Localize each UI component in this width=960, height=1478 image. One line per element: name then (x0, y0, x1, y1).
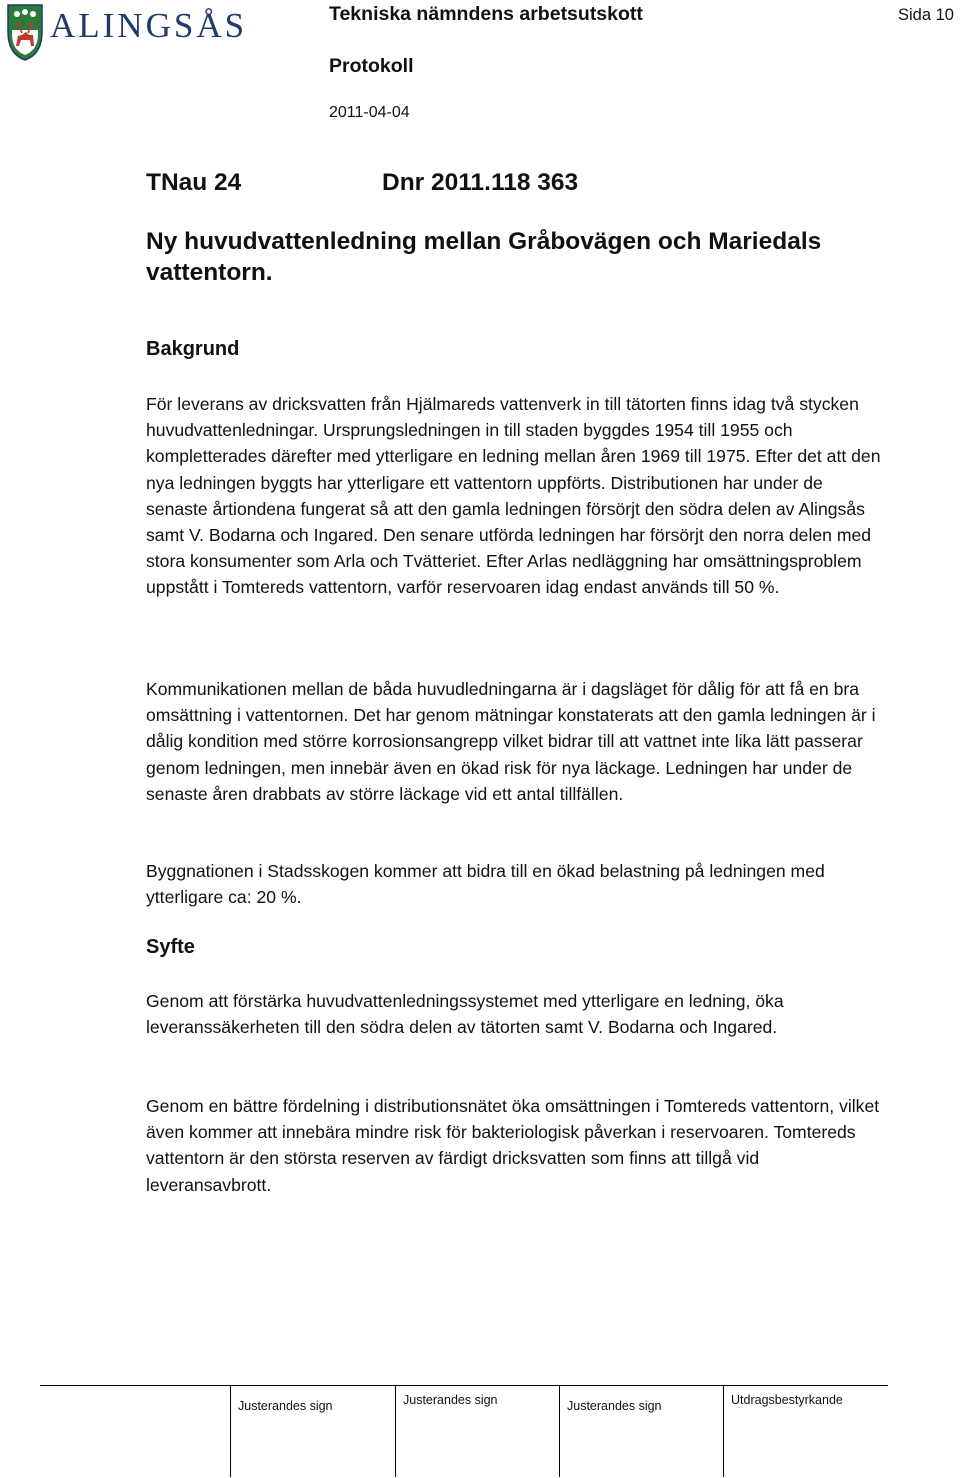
page-number: Sida 10 (898, 6, 954, 24)
signature-box (559, 1385, 724, 1477)
municipality-name: ALINGSÅS (50, 6, 248, 45)
signature-label: Justerandes sign (567, 1399, 662, 1413)
committee-name: Tekniska nämndens arbetsutskott (329, 3, 643, 25)
document-type: Protokoll (329, 55, 414, 77)
case-id: TNau 24 (146, 169, 242, 196)
paragraph: Genom en bättre fördelning i distributionsnätet öka omsättningen i Tomtereds vattentorn, vilket även kommer att innebära mindre risk för bakteriologisk påverkan i reservoaren. Tomtereds vattentorn är den största reserven av färdigt dricksvatten som finns att tillgå vid leveransavbrott. (146, 1096, 880, 1195)
signature-label: Justerandes sign (238, 1399, 333, 1413)
signature-footer (40, 1385, 888, 1478)
section-heading-bakgrund: Bakgrund (146, 338, 240, 360)
coat-of-arms-icon (2, 2, 48, 62)
paragraph: Byggnationen i Stadsskogen kommer att bidra till en ökad belastning på ledningen med ytterligare ca: 20 %. (146, 861, 825, 908)
certification-label: Utdragsbestyrkande (731, 1393, 843, 1407)
section-heading-syfte: Syfte (146, 936, 195, 958)
paragraph: Kommunikationen mellan de båda huvudledningarna är i dagsläget för dålig för att få en bra omsättning i vattentornen. Det har genom mätningar konstaterats att den gamla ledningen är i dålig kondition med större korrosionsangrepp vilket bidrar till att vattnet inte lika lätt passerar genom ledningen, men innebär även en ökad risk för nya läckage. Ledningen har under de senaste åren drabbats av större läckage vid ett antal tillfällen. (146, 679, 876, 804)
paragraph: Genom att förstärka huvudvattenledningssystemet med ytterligare en ledning, öka leveranssäkerheten till den södra delen av tätorten samt V. Bodarna och Ingared. (146, 991, 784, 1038)
signature-box (395, 1385, 560, 1477)
signature-label: Justerandes sign (403, 1393, 498, 1407)
case-dnr: Dnr 2011.118 363 (382, 169, 579, 196)
paragraph: För leverans av dricksvatten från Hjälmareds vattenverk in till tätorten finns idag två stycken huvudvattenledningar. Ursprungsledningen in till staden byggdes 1954 till 1955 och kompletterades därefter med ytterligare en ledning mellan åren 1969 till 1975. Efter det att den nya ledningen byggts har ytterligare ett vattentorn uppförts. Distributionen har under de senaste årtiondena fungerat så att den gamla ledningen försörjt den södra delen av Alingsås samt V. Bodarna och Ingared. Den senare utförda ledningen har försörjt den norra delen med stora konsumenter som Arla och Tvätteriet. Efter Arlas nedläggning har omsättningsproblem uppstått i Tomtereds vattentorn, varför reservoaren idag endast används till 50 %. (146, 394, 881, 598)
document-date: 2011-04-04 (329, 104, 410, 121)
signature-box (723, 1385, 888, 1477)
case-title: Ny huvudvattenledning mellan Gråbovägen och Mariedals vattentorn. (146, 228, 822, 286)
signature-box (230, 1385, 395, 1477)
